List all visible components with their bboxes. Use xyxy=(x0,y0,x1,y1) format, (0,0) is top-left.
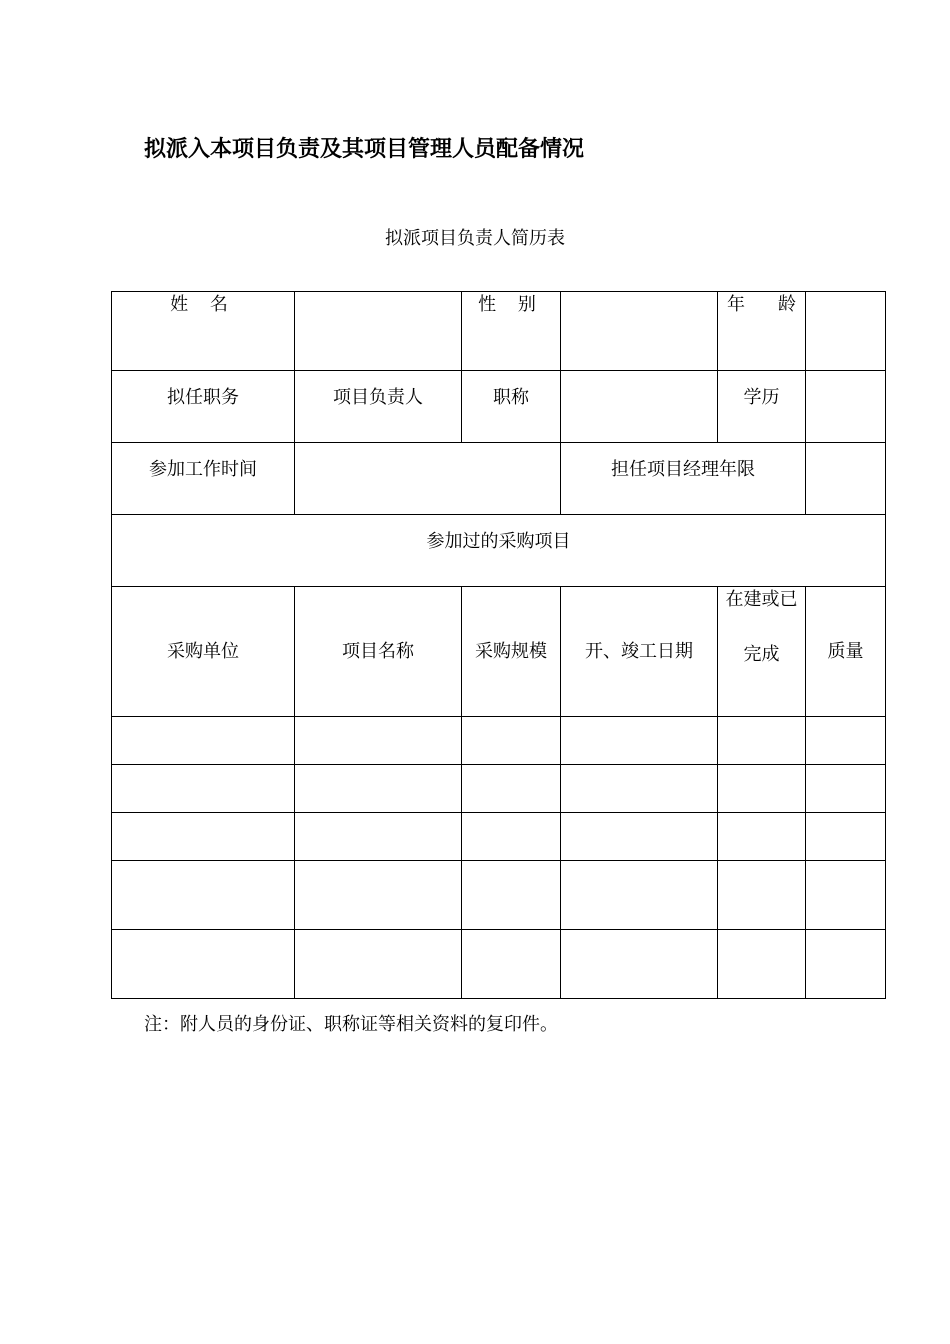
column-header-unit: 采购单位 xyxy=(112,587,295,717)
work-start-label-cell xyxy=(112,443,295,515)
position-value: 项目负责人 xyxy=(333,387,423,408)
basic-info-row xyxy=(112,292,886,371)
work-history-row xyxy=(112,443,886,515)
age-value-cell[interactable] xyxy=(806,292,886,371)
section-header: 参加过的采购项目 xyxy=(426,531,571,552)
name-label: 姓 名 xyxy=(170,294,236,315)
project-unit-cell[interactable] xyxy=(112,717,295,765)
table-row xyxy=(112,861,886,930)
project-name-cell[interactable] xyxy=(295,765,462,813)
pm-years-value-cell[interactable] xyxy=(806,443,886,515)
project-quality-cell[interactable] xyxy=(806,765,886,813)
project-name-cell[interactable] xyxy=(295,813,462,861)
status-header-line2: 完成 xyxy=(743,644,780,665)
project-status-cell[interactable] xyxy=(718,930,806,999)
project-scale-cell[interactable] xyxy=(462,717,561,765)
position-row xyxy=(112,371,886,443)
professional-title-label-cell xyxy=(462,371,561,443)
pm-years-label: 担任项目经理年限 xyxy=(611,459,755,480)
project-dates-cell[interactable] xyxy=(561,930,718,999)
name-label-cell xyxy=(112,292,295,371)
project-dates-cell[interactable] xyxy=(561,765,718,813)
status-header-line1: 在建或已 xyxy=(725,589,798,610)
resume-table xyxy=(111,291,886,999)
column-header-project-name: 项目名称 xyxy=(295,587,462,717)
column-header-status xyxy=(718,587,806,717)
project-scale-cell[interactable] xyxy=(462,765,561,813)
project-scale-cell[interactable] xyxy=(462,861,561,930)
age-label-part2: 龄 xyxy=(778,294,796,315)
work-start-label: 参加工作时间 xyxy=(149,459,257,480)
project-unit-cell[interactable] xyxy=(112,861,295,930)
age-label-cell xyxy=(718,292,806,371)
age-label-part1: 年 xyxy=(727,294,745,315)
table-row xyxy=(112,765,886,813)
work-start-value-cell[interactable] xyxy=(295,443,561,515)
project-dates-cell[interactable] xyxy=(561,813,718,861)
age-label xyxy=(722,292,801,318)
column-header-dates: 开、竣工日期 xyxy=(561,587,718,717)
section-header-cell xyxy=(112,515,886,587)
project-quality-cell[interactable] xyxy=(806,717,886,765)
gender-value-cell[interactable] xyxy=(561,292,718,371)
project-name-cell[interactable] xyxy=(295,930,462,999)
section-header-row xyxy=(112,515,886,587)
education-value-cell[interactable] xyxy=(806,371,886,443)
pm-years-label-cell xyxy=(561,443,806,515)
position-label: 拟任职务 xyxy=(167,387,239,408)
column-header-quality: 质量 xyxy=(806,587,886,717)
document-title: 拟派入本项目负责及其项目管理人员配备情况 xyxy=(144,137,585,162)
project-quality-cell[interactable] xyxy=(806,813,886,861)
table-row xyxy=(112,930,886,999)
table-row xyxy=(112,717,886,765)
education-label-cell xyxy=(718,371,806,443)
project-quality-cell[interactable] xyxy=(806,930,886,999)
gender-label-cell xyxy=(462,292,561,371)
gender-label: 性 别 xyxy=(478,294,544,315)
table-caption: 拟派项目负责人简历表 xyxy=(385,228,565,249)
footnote: 注：附人员的身份证、职称证等相关资料的复印件。 xyxy=(144,1014,558,1035)
project-status-cell[interactable] xyxy=(718,765,806,813)
project-status-cell[interactable] xyxy=(718,717,806,765)
project-status-cell[interactable] xyxy=(718,861,806,930)
name-value-cell[interactable] xyxy=(295,292,462,371)
project-scale-cell[interactable] xyxy=(462,930,561,999)
education-label: 学历 xyxy=(743,387,780,408)
project-unit-cell[interactable] xyxy=(112,813,295,861)
project-scale-cell[interactable] xyxy=(462,813,561,861)
status-header-spacer xyxy=(722,613,801,642)
project-column-header-row xyxy=(112,587,886,717)
position-value-cell[interactable] xyxy=(295,371,462,443)
project-quality-cell[interactable] xyxy=(806,861,886,930)
project-unit-cell[interactable] xyxy=(112,930,295,999)
project-status-cell[interactable] xyxy=(718,813,806,861)
position-label-cell xyxy=(112,371,295,443)
project-name-cell[interactable] xyxy=(295,717,462,765)
project-dates-cell[interactable] xyxy=(561,861,718,930)
professional-title-value-cell[interactable] xyxy=(561,371,718,443)
professional-title-label: 职称 xyxy=(493,387,529,408)
project-dates-cell[interactable] xyxy=(561,717,718,765)
table-row xyxy=(112,813,886,861)
column-header-scale: 采购规模 xyxy=(462,587,561,717)
project-name-cell[interactable] xyxy=(295,861,462,930)
project-unit-cell[interactable] xyxy=(112,765,295,813)
